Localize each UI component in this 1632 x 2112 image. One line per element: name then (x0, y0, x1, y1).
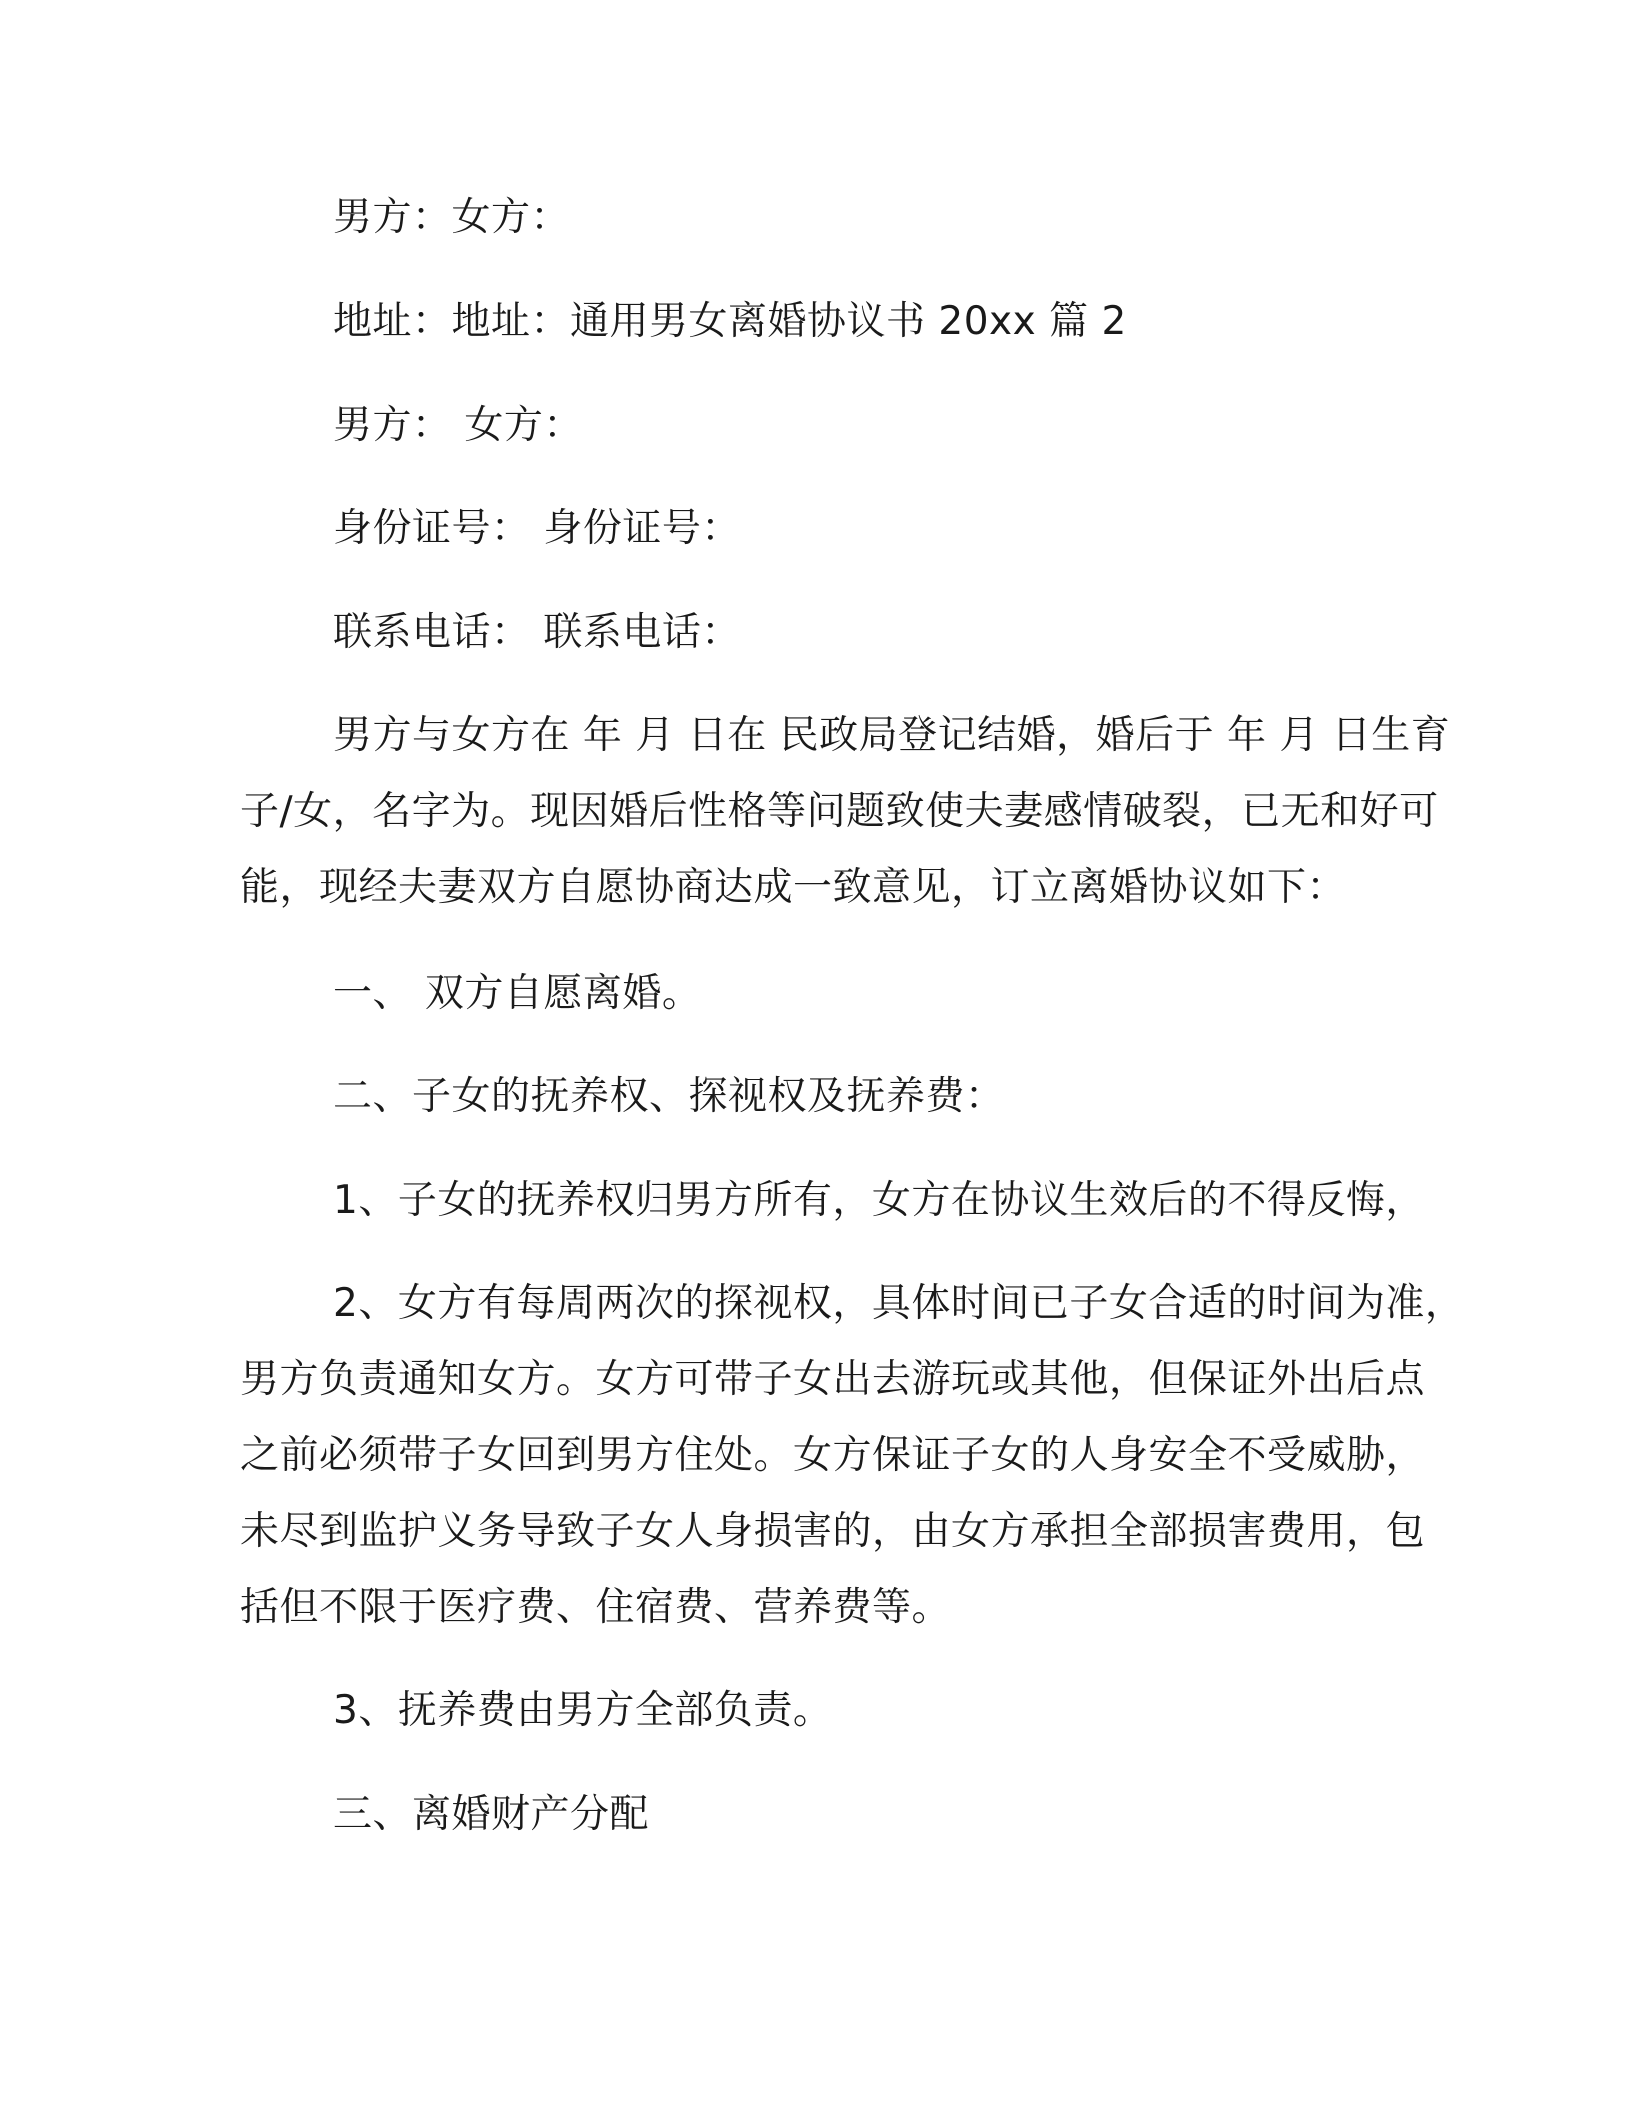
marriage-paragraph-line-2: 子/女，名字为。现因婚后性格等问题致使夫妻感情破裂，已无和好可 (240, 789, 1439, 834)
clause-1-heading: 一、 双方自愿离婚。 (333, 971, 702, 1016)
clause-3-heading: 三、离婚财产分配 (333, 1792, 650, 1837)
address-line: 地址：地址：通用男女离婚协议书 20xx 篇 2 (333, 299, 1127, 344)
parties-line: 男方：女方： (333, 195, 571, 240)
clause-2-item-1: 1、子女的抚养权归男方所有，女方在协议生效后的不得反悔， (333, 1178, 1425, 1223)
clause-2-item-2-line-4: 未尽到监护义务导致子女人身损害的，由女方承担全部损害费用，包 (240, 1509, 1426, 1554)
parties-line-2: 男方： 女方： (333, 403, 583, 448)
clause-2-item-2-line-2: 男方负责通知女方。女方可带子女出去游玩或其他，但保证外出后点 (240, 1357, 1426, 1402)
clause-2-item-2-line-3: 之前必须带子女回到男方住处。女方保证子女的人身安全不受威胁， (240, 1433, 1426, 1478)
clause-2-item-2-line-1: 2、女方有每周两次的探视权，具体时间已子女合适的时间为准， (333, 1281, 1465, 1326)
clause-2-item-2-line-5: 括但不限于医疗费、住宿费、营养费等。 (240, 1585, 952, 1630)
phone-line: 联系电话： 联系电话： (333, 610, 741, 655)
clause-2-item-3: 3、抚养费由男方全部负责。 (333, 1688, 833, 1733)
clause-2-heading: 二、子女的抚养权、探视权及抚养费： (333, 1074, 1005, 1119)
marriage-paragraph-line-3: 能，现经夫妻双方自愿协商达成一致意见，订立离婚协议如下： (240, 865, 1347, 910)
marriage-paragraph-line-1: 男方与女方在 年 月 日在 民政局登记结婚，婚后于 年 月 日生育 (333, 713, 1451, 758)
id-number-line: 身份证号： 身份证号： (333, 506, 741, 551)
